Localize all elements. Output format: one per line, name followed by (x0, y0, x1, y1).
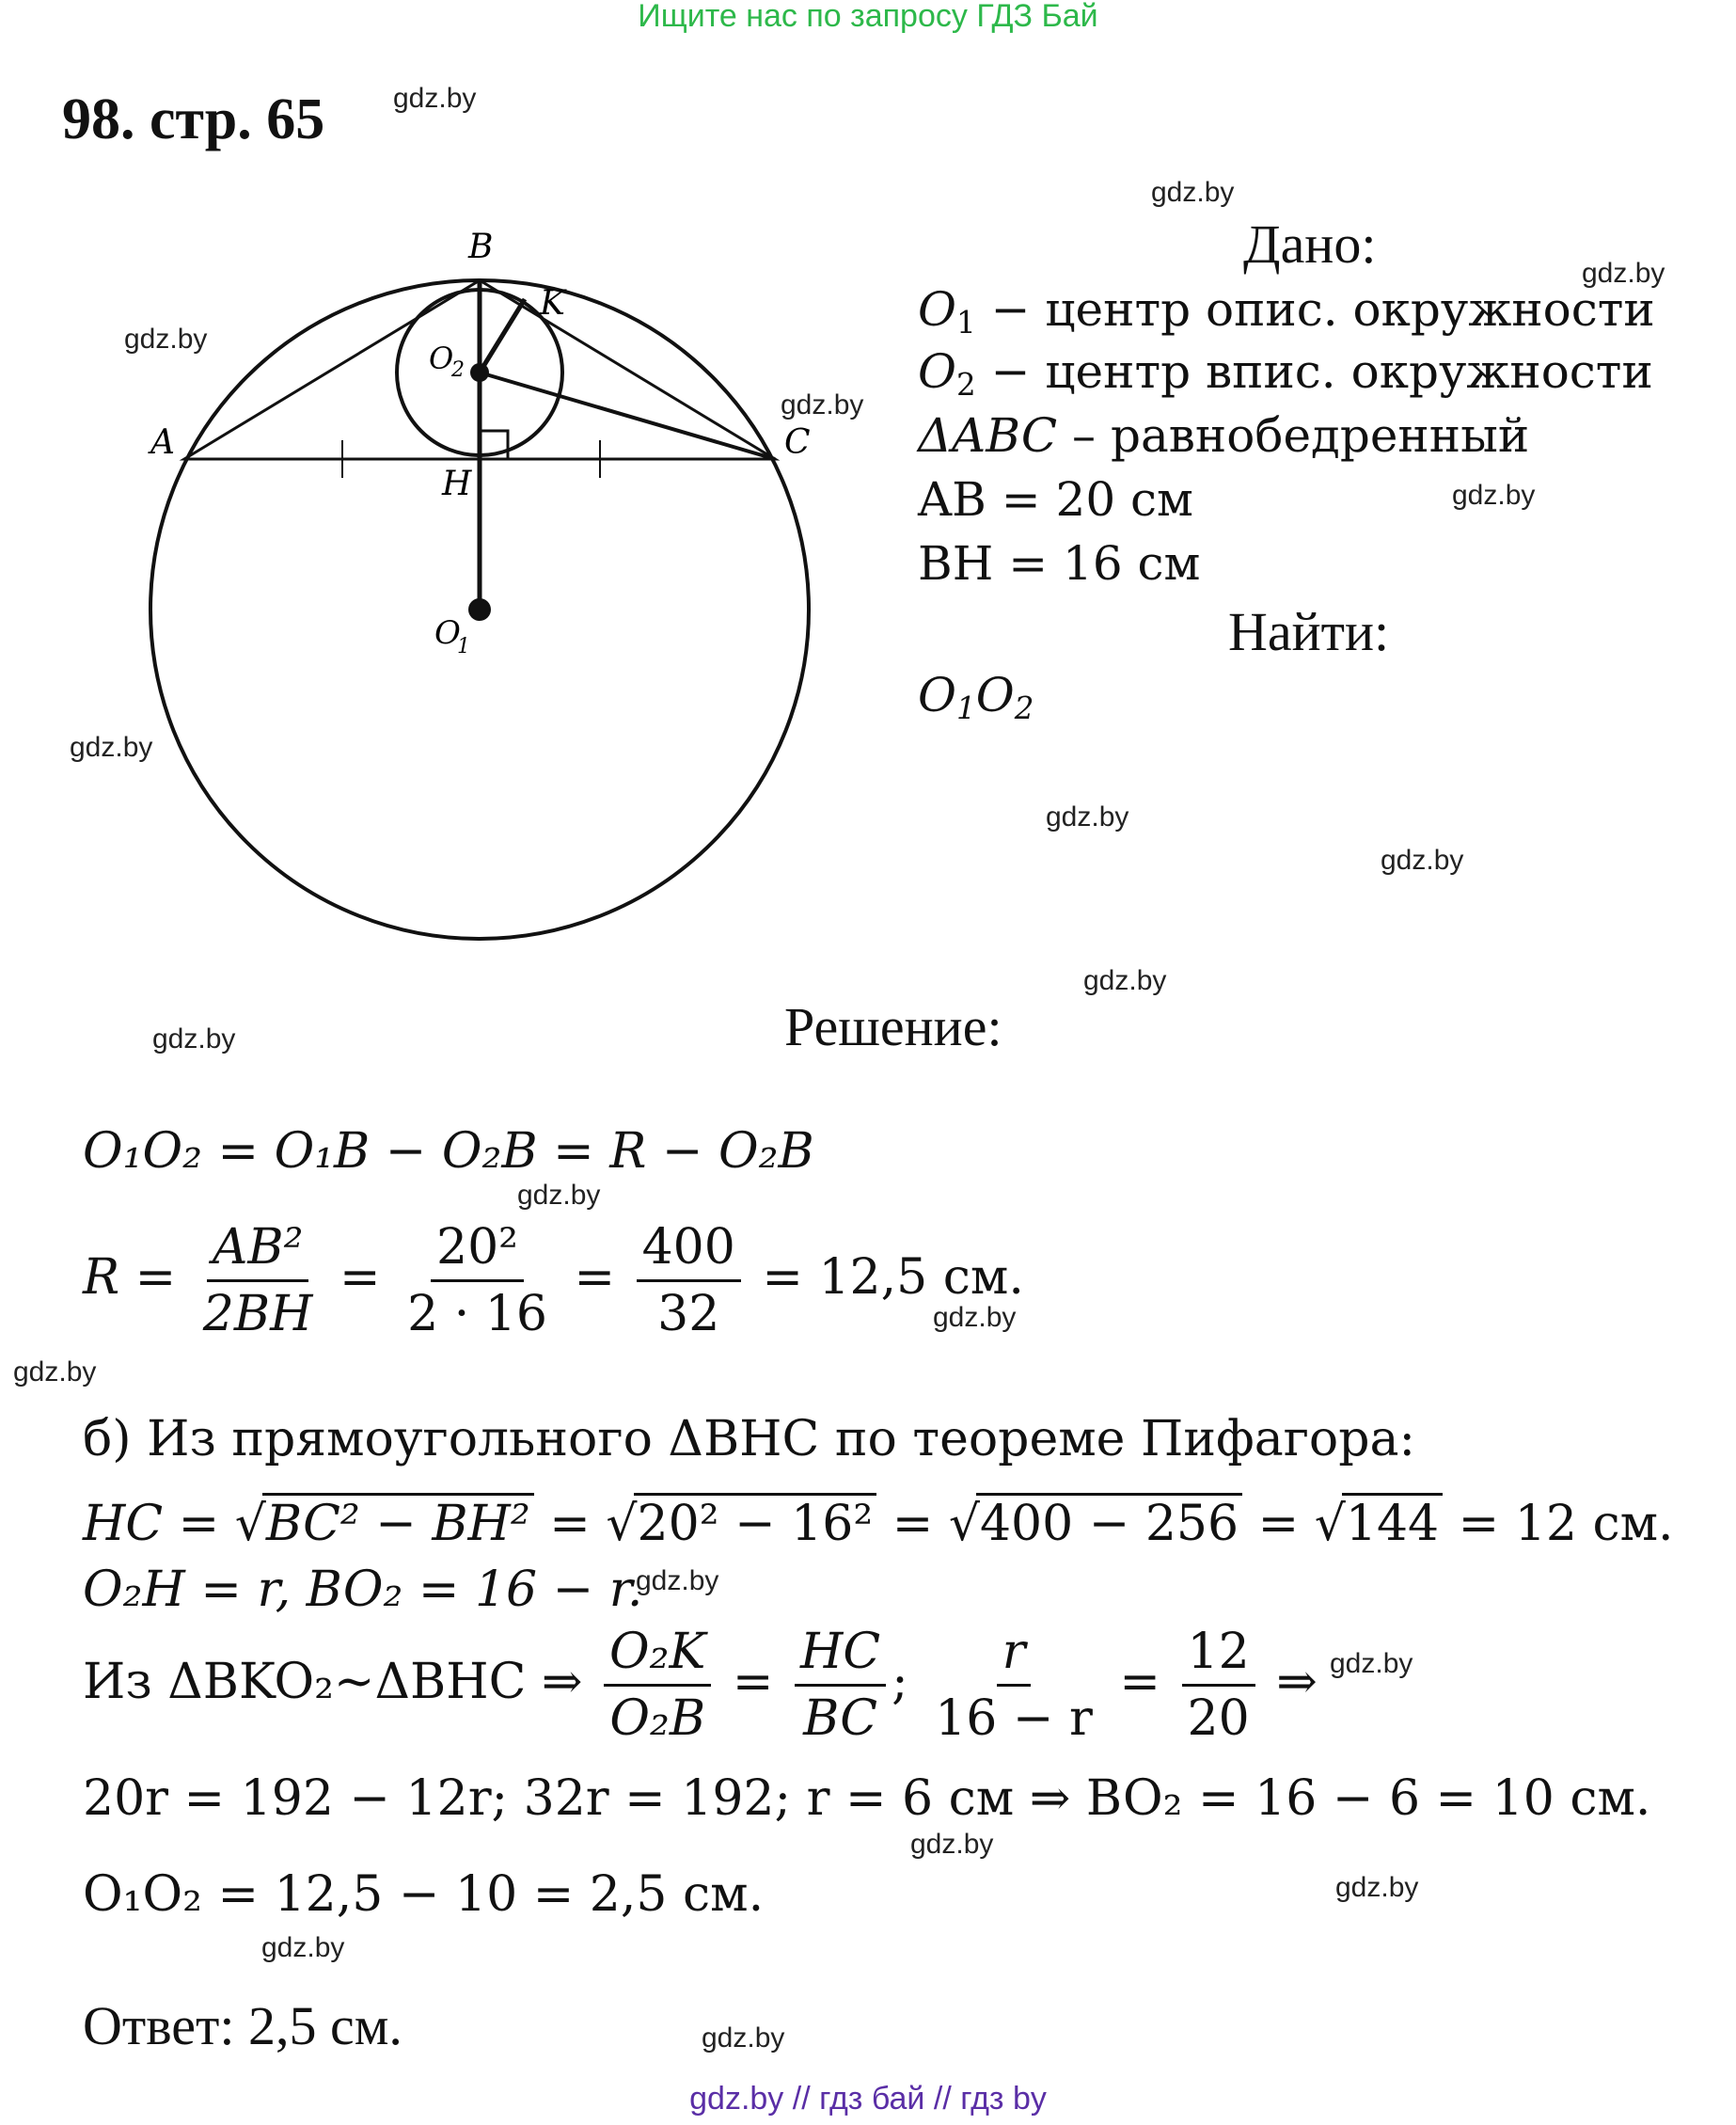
equation-radius: R = $\frac{\text{AB²}}{2BH}$ = $\frac{\text{20²}}{2 \cdot 16}$ = $\frac{400}{32}$ = 12,5 см. (83, 1219, 1024, 1342)
watermark: gdz.by (702, 2022, 785, 2054)
given-heading: Дано: (1243, 214, 1377, 275)
watermark: gdz.by (910, 1829, 994, 1860)
given-line-2: $O_2$ − центр впис. окружности (918, 344, 1653, 404)
answer: Ответ: 2,5 см. (83, 1995, 402, 2056)
find-heading: Найти: (1228, 601, 1390, 662)
top-banner[interactable]: Ищите нас по запросу ГДЗ Бай (638, 0, 1098, 34)
watermark: gdz.by (1151, 177, 1235, 208)
watermark: gdz.by (1330, 1648, 1413, 1679)
label-o2: O (429, 341, 454, 376)
page-title: 98. стр. 65 (62, 87, 325, 151)
given-line-4: AB = 20 см (918, 472, 1193, 527)
equation-similarity: Из ΔBKO₂~ΔBHC ⇒ $\frac{\text{O₂K}}{\text{O₂B}}$ = $\frac{HC}{BC}$ ; $\frac{r}{16 - r}$ = $\frac{12}{20}$ ⇒ (83, 1624, 1318, 1747)
watermark: gdz.by (152, 1023, 236, 1055)
equation-solve: 20r = 192 − 12r; 32r = 192; r = 6 см ⇒ BO₂ = 16 − 6 = 10 см. (83, 1770, 1651, 1827)
solution-heading: Решение: (784, 996, 1002, 1057)
fraction: $\frac{\text{O₂K}}{\text{O₂B}}$ (604, 1624, 711, 1747)
footer-links[interactable]: gdz.by // гдз бай // гдз by (689, 2081, 1047, 2117)
fraction: $\frac{r}{16 - r}$ (935, 1624, 1093, 1747)
find-value: $O_1O_2$ (918, 668, 1034, 727)
part-b-line: б) Из прямоугольного ΔBHC по теореме Пифагора: (83, 1411, 1416, 1467)
watermark: gdz.by (1381, 845, 1464, 876)
watermark: gdz.by (1046, 801, 1129, 833)
label-c: C (784, 423, 811, 462)
watermark: gdz.by (1083, 965, 1167, 996)
equation-o2h: O₂H = r, BO₂ = 16 − r. (83, 1562, 643, 1618)
watermark: gdz.by (636, 1565, 719, 1596)
fraction: $\frac{HC}{BC}$ (795, 1624, 886, 1747)
fraction: $\frac{12}{20}$ (1182, 1624, 1255, 1747)
watermark: gdz.by (124, 324, 208, 355)
radius-o2k (480, 299, 525, 373)
label-o1-sub: 1 (457, 635, 470, 658)
point-o1 (468, 598, 491, 621)
watermark: gdz.by (517, 1180, 601, 1211)
fraction: $\frac{400}{32}$ (637, 1219, 741, 1342)
label-h: H (442, 465, 472, 503)
equation-hc: HC = √BC² − BH² = √20² − 16² = √400 − 256 = √144 = 12 см. (83, 1496, 1674, 1552)
watermark: gdz.by (13, 1356, 97, 1388)
geometry-figure (0, 0, 846, 950)
label-k: K (540, 284, 565, 323)
label-o2-sub: 2 (451, 358, 465, 382)
watermark: gdz.by (261, 1932, 345, 1963)
equation-o1o2: O₁O₂ = O₁B − O₂B = R − O₂B (83, 1123, 814, 1180)
watermark: gdz.by (1335, 1872, 1419, 1903)
fraction: $\frac{\text{20²}}{2 \cdot 16}$ (407, 1219, 547, 1342)
label-a: A (150, 423, 175, 462)
watermark: gdz.by (1582, 258, 1665, 289)
point-o2 (470, 363, 489, 382)
segment-o2c (480, 373, 775, 459)
watermark: gdz.by (781, 389, 864, 420)
given-line-1: $O_1$ − центр опис. окружности (918, 282, 1655, 341)
watermark: gdz.by (393, 83, 477, 114)
label-b: B (468, 228, 494, 266)
given-line-5: BH = 16 см (918, 536, 1201, 591)
equation-final: O₁O₂ = 12,5 − 10 = 2,5 см. (83, 1866, 765, 1923)
label-o1: O (434, 614, 461, 652)
watermark: gdz.by (70, 732, 153, 763)
fraction: $\frac{\text{AB²}}{2BH}$ (202, 1219, 313, 1342)
watermark: gdz.by (1452, 480, 1536, 511)
watermark: gdz.by (933, 1302, 1017, 1333)
given-line-3: ΔABC – равнобедренный (918, 408, 1530, 463)
